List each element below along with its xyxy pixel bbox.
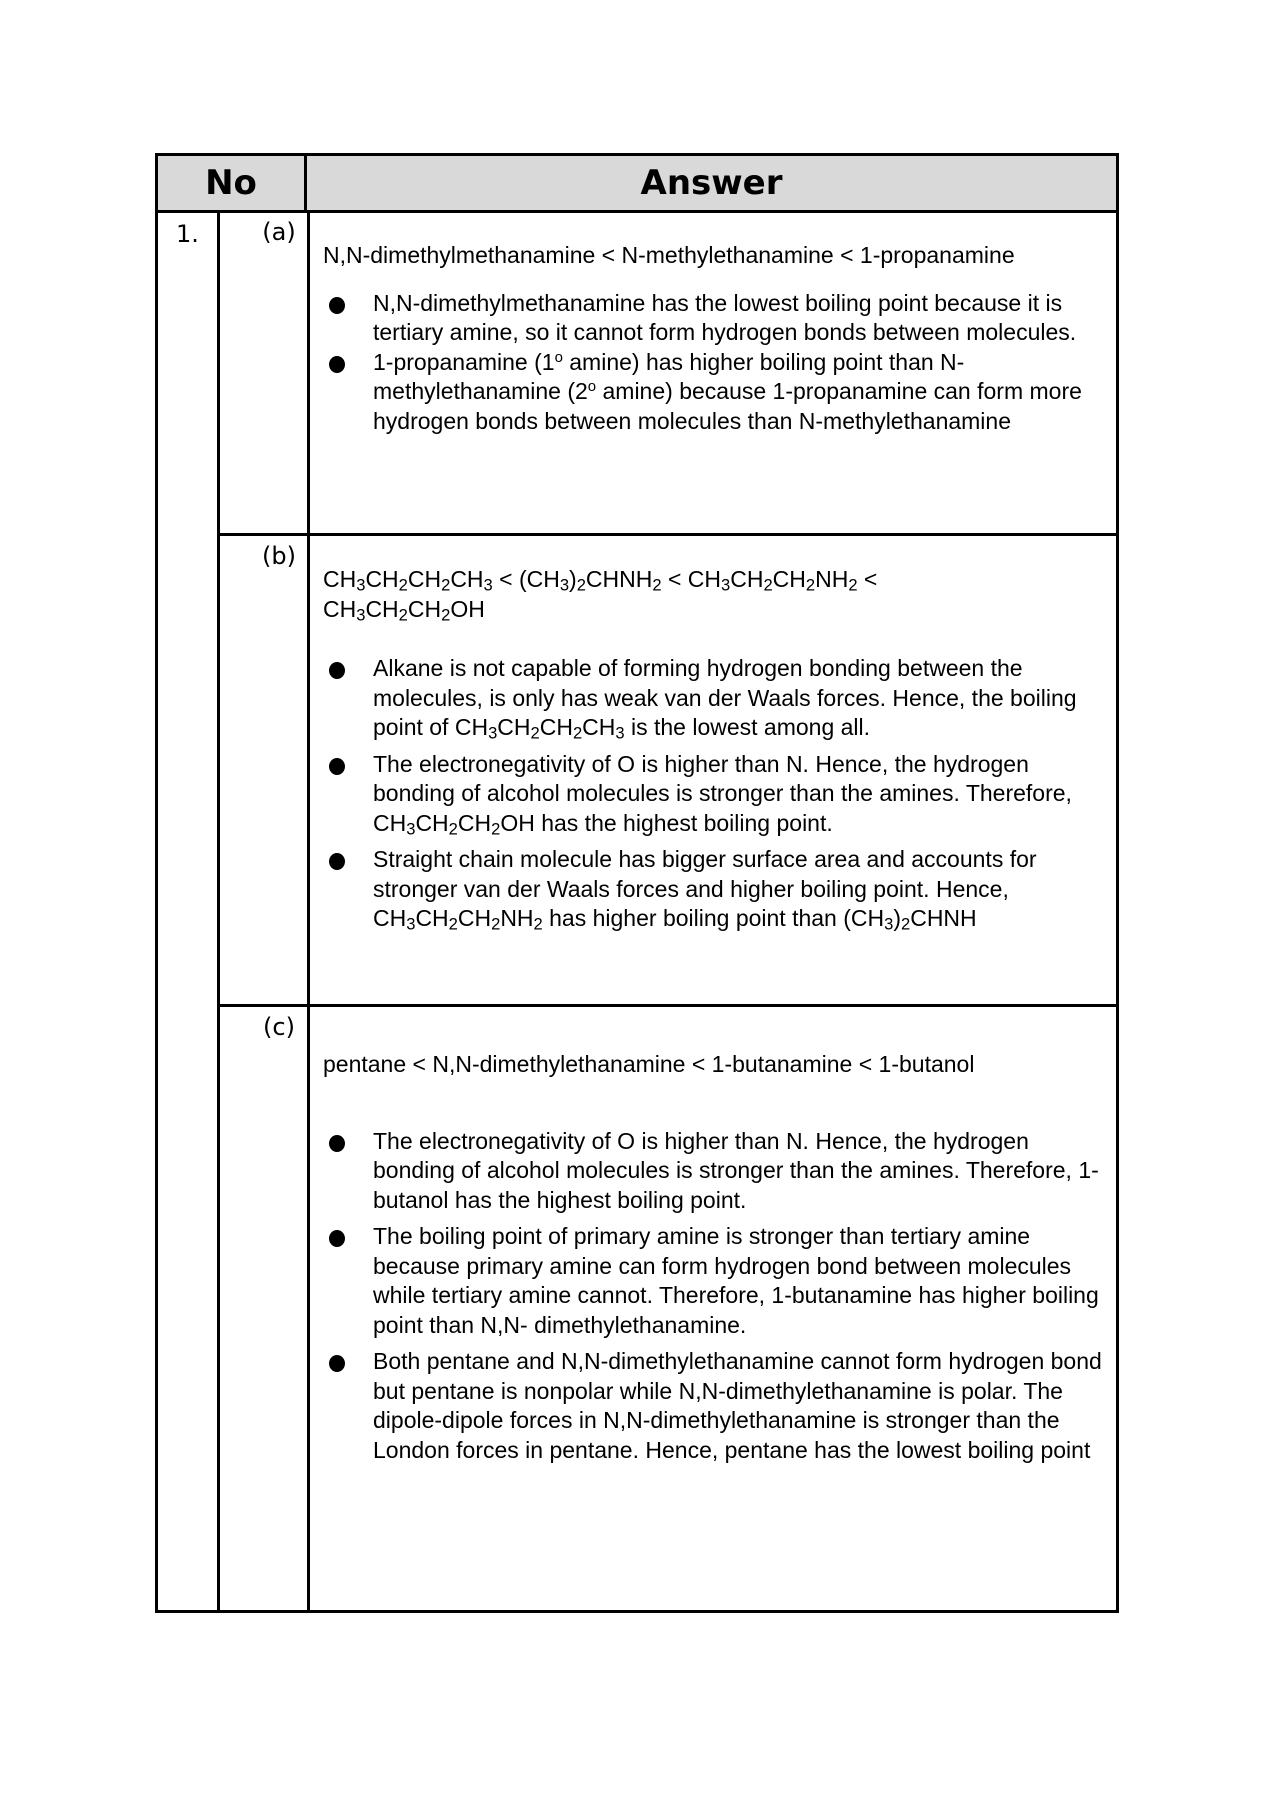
explanation-item [323, 1222, 1113, 1340]
explanation-list [323, 1127, 1113, 1466]
explanation-text: Alkane is not capable of forming hydrogen bonding between the molecules, is only has weak van der Waals forces. Hence, the boiling point of $CH_3CH_2CH_2CH_3$ is the lowest among all. [373, 655, 1077, 743]
explanation-item [323, 348, 1113, 437]
part-label-a: (a) [262, 218, 296, 246]
explanation-text: 1-propanamine (1$^o$ amine) has higher boiling point than N-methylethanamine (2$^o$ amine) because 1-propanamine can form more hydrogen bonds between molecules than N-methylethanamine [373, 348, 1082, 434]
header-answer: Answer [640, 163, 783, 203]
table-header-row [158, 156, 1116, 213]
bullet-icon [329, 1230, 345, 1247]
part-label-c: (c) [263, 1013, 295, 1041]
question-number: 1. [176, 220, 199, 248]
explanation-item [323, 845, 1113, 934]
divider-row-a-b [217, 533, 1116, 536]
explanation-item [323, 1347, 1113, 1465]
header-no: No [158, 156, 307, 210]
explanation-text: The electronegativity of O is higher than N. Hence, the hydrogen bonding of alcohol molecules is stronger than the amines. Therefore, 1-butanol has the highest boiling point. [373, 1127, 1099, 1213]
boiling-point-order: N,N-dimethylmethanamine < N-methylethanamine < 1-propanamine [323, 242, 1015, 268]
explanation-text: Straight chain molecule has bigger surface area and accounts for stronger van der Waals forces and higher boiling point. Hence, $CH_3CH_2CH_2NH_2$ has higher boiling point than $(CH_3)_2CHNH$ [373, 846, 1037, 934]
answer-part-b [323, 565, 1113, 934]
divider-part-col [307, 213, 310, 1610]
explanation-text: The boiling point of primary amine is stronger than tertiary amine because primary amine can form hydrogen bond between molecules while tertiary amine cannot. Therefore, 1-butanamine has higher boiling point than N,N- dimethylethanamine. [373, 1223, 1099, 1338]
bullet-icon [329, 853, 345, 870]
bullet-icon [329, 356, 345, 373]
explanation-text: Both pentane and N,N-dimethylethanamine cannot form hydrogen bond but pentane is nonpolar while N,N-dimethylethanamine is polar. The dipole-dipole forces in N,N-dimethylethanamine is stronger than the London forces in pentane. Hence, pentane has the lowest boiling point [373, 1348, 1102, 1463]
bullet-icon [329, 1355, 345, 1372]
answer-part-c [323, 1050, 1113, 1465]
answer-part-a [323, 241, 1113, 436]
part-label-b: (b) [262, 542, 296, 570]
boiling-point-order: $CH_3CH_2CH_2CH_3$ < $(CH_3)_2CHNH_2 < CH_3CH_2CH_2NH_2$ < $CH_3CH_2CH_2OH$ [323, 566, 878, 624]
explanation-list [323, 289, 1113, 437]
bullet-icon [329, 662, 345, 679]
explanation-text: The electronegativity of O is higher than N. Hence, the hydrogen bonding of alcohol molecules is stronger than the amines. Therefore, $CH_3CH_2CH_2OH$ has the highest boiling point. [373, 750, 1072, 838]
divider-question-col [217, 213, 220, 1610]
explanation-text: N,N-dimethylmethanamine has the lowest boiling point because it is tertiary amine, so it cannot form hydrogen bonds between molecules. [373, 289, 1077, 345]
answer-table [155, 153, 1119, 1613]
bullet-icon [329, 297, 345, 314]
explanation-item [323, 654, 1113, 743]
explanation-list [323, 654, 1113, 934]
boiling-point-order: pentane < N,N-dimethylethanamine < 1-butanamine < 1-butanol [323, 1051, 975, 1077]
explanation-item [323, 750, 1113, 839]
bullet-icon [329, 758, 345, 775]
explanation-item [323, 1127, 1113, 1216]
explanation-item [323, 289, 1113, 348]
divider-row-b-c [217, 1004, 1116, 1007]
bullet-icon [329, 1135, 345, 1152]
